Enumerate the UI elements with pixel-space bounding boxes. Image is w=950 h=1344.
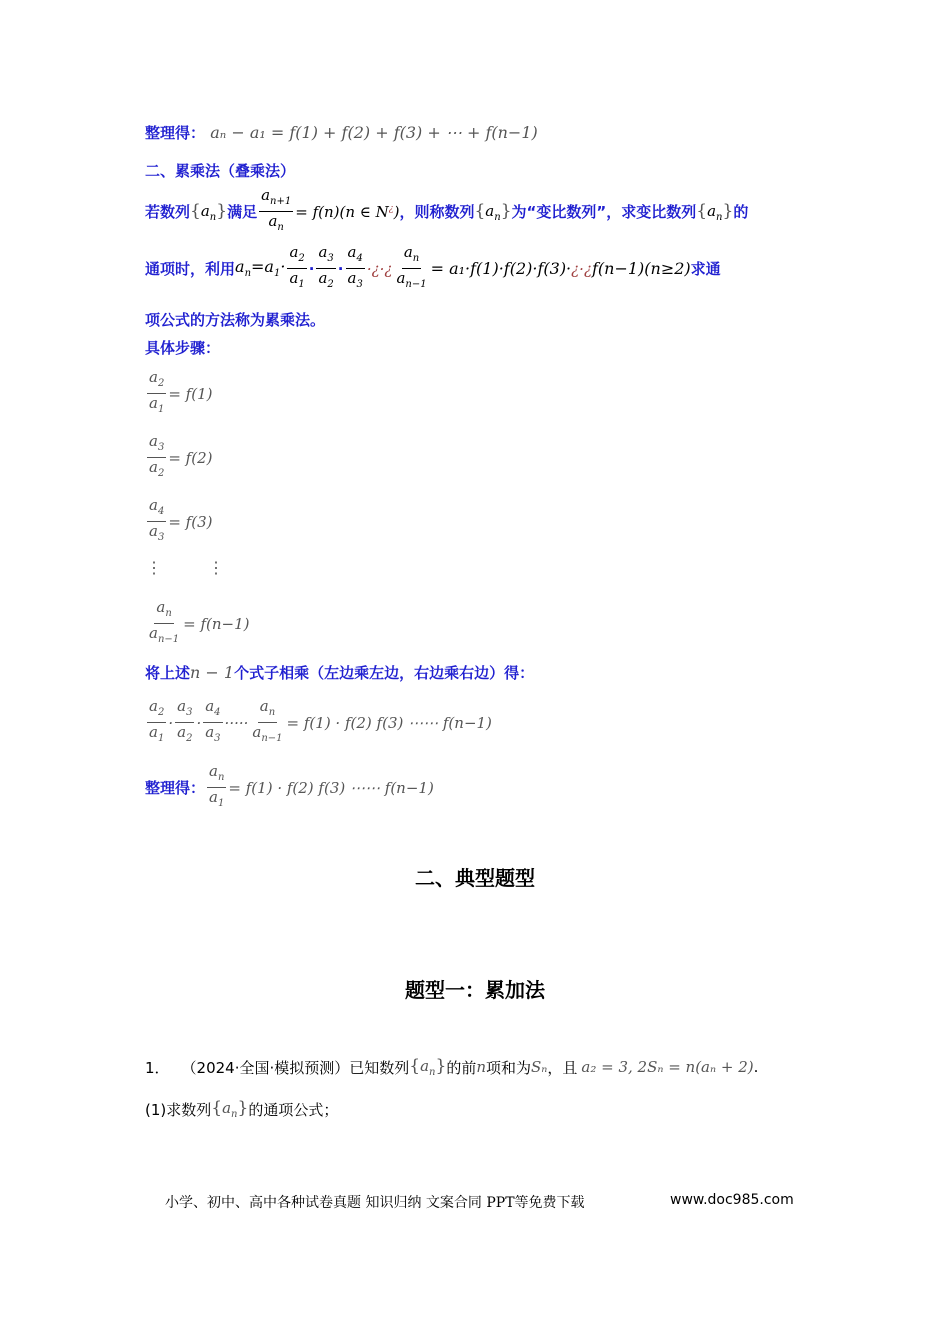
use-text-1: 通项时，利用	[145, 260, 236, 278]
vdots-right: ⋮	[208, 558, 224, 577]
sequence-an-3: $\{a_n\}$	[696, 200, 734, 223]
ratio-fraction: $\frac{a_{n+1}}{a_n}$	[261, 186, 292, 233]
problem-1: 1． （2024·全国·模拟预测）已知数列 $\{a_n\}$ 的前 n 项和为 Sₙ ，且 a₂ = 3, 2Sₙ = n(aₙ + 2) .	[145, 1056, 759, 1078]
step-3: $\frac{a_4}{a_3}$ = f(3)	[149, 496, 213, 543]
summary-label: 整理得：	[145, 124, 206, 142]
footer-text: 小学、初中、高中各种试卷真题 知识归纳 文案合同 PPT等免费下载	[165, 1195, 585, 1211]
def-text-2: 满足	[227, 203, 258, 221]
definition-line	[145, 186, 748, 237]
product-rhs: = a₁·f(1)·f(2)·f(3)·	[430, 259, 572, 278]
vdots-left: ⋮	[146, 558, 162, 577]
product-equation: $\frac{a_2}{a_1}$ · $\frac{a_3}{a_2}$ · $\frac{a_4}{a_3}$ ····· $\frac{a_n}{a_{n-1}}$ = f(1) · f(2) f(3) ⋯⋯ f(n−1)	[149, 697, 492, 744]
def-condition: = f(n)(n ∈ N¿)	[295, 202, 400, 221]
usage-line: 通项时，利用 $a_n=a_1\cdot$ $\frac{a_2}{a_1}$ · $\frac{a_3}{a_2}$ · $\frac{a_4}{a_3}$ ·¿·¿ $\frac{a_n}{a_{n-1}}$ = a₁·f(1)·f(2)·f(3)· ¿·¿ f(n−1)(n≥2) 求通	[145, 243, 721, 294]
step-2: $\frac{a_3}{a_2}$ = f(2)	[149, 432, 213, 479]
sequence-an-2: $\{a_n\}$	[474, 200, 512, 223]
def-text-5: 的	[733, 203, 749, 221]
use-text-2: 求通	[690, 260, 721, 278]
multiply-line: 将上述n − 1个式子相乘（左边乘左边，右边乘右边）得：	[145, 663, 535, 682]
product-formula: $a_n=a_1\cdot$	[235, 257, 286, 280]
def-text-4: 为“变比数列”，求变比数列	[511, 203, 697, 221]
method-line: 项公式的方法称为累乘法。	[145, 311, 326, 329]
sum-formula: aₙ − a₁ = f(1) + f(2) + f(3) + ⋯ + f(n−1)	[210, 123, 538, 142]
step-4: $\frac{a_n}{a_{n-1}}$ = f(n−1)	[149, 598, 250, 645]
sub-heading: 题型一：累加法	[405, 978, 545, 1002]
step-1: $\frac{a_2}{a_1}$ = f(1)	[149, 368, 213, 415]
sequence-an-1: $\{a_n\}$	[190, 200, 228, 223]
result-line: 整理得： $\frac{a_n}{a_1}$ = f(1) · f(2) f(3) ⋯⋯ f(n−1)	[145, 762, 434, 809]
summary-line-1	[145, 122, 538, 143]
frac-a3-a2: $\frac{a_3}{a_2}$	[318, 243, 334, 290]
main-heading: 二、典型题型	[415, 866, 535, 890]
def-text-3: ，则称数列	[399, 203, 475, 221]
product-rhs-end: f(n−1)(n≥2)	[592, 259, 691, 278]
frac-a4-a3: $\frac{a_4}{a_3}$	[347, 243, 363, 290]
frac-a2-a1: $\frac{a_2}{a_1}$	[289, 243, 305, 290]
def-text-1: 若数列	[145, 203, 191, 221]
frac-an-an1: $\frac{a_n}{a_{n-1}}$	[396, 243, 427, 290]
steps-label: 具体步骤：	[145, 339, 221, 357]
footer-url[interactable]: www.doc985.com	[670, 1192, 794, 1208]
sequence-an-p: $\{a_n\}$	[409, 1056, 447, 1078]
question-1: (1)求数列 $\{a_n\}$ 的通项公式；	[145, 1098, 339, 1120]
section-title: 二、累乘法（叠乘法）	[145, 162, 296, 180]
